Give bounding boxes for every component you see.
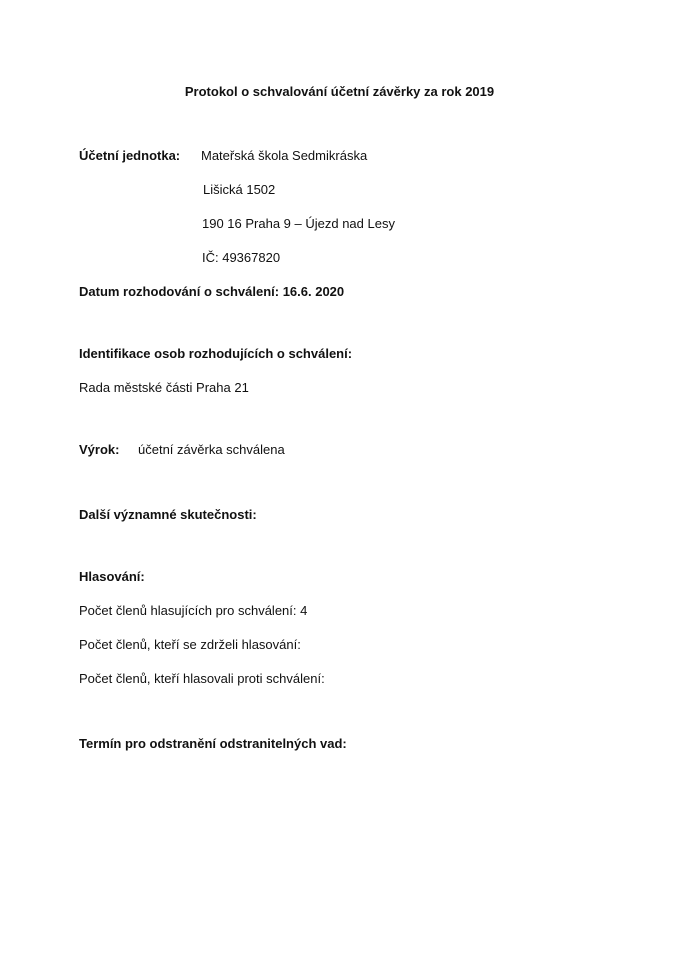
entity-ico: IČ: 49367820	[202, 250, 281, 265]
decision-date: Datum rozhodování o schválení: 16.6. 2020	[79, 284, 345, 299]
other-facts-heading: Další významné skutečnosti:	[79, 507, 257, 522]
deciders-heading: Identifikace osob rozhodujících o schválení:	[79, 346, 353, 361]
document-title: Protokol o schvalování účetní závěrky za rok 2019	[184, 84, 495, 99]
voting-heading: Hlasování:	[79, 569, 145, 584]
voting-against: Počet členů, kteří hlasovali proti schválení:	[79, 671, 325, 686]
verdict-value: účetní závěrka schválena	[138, 442, 285, 457]
voting-for: Počet členů hlasujících pro schválení: 4	[79, 603, 308, 618]
deadline-heading: Termín pro odstranění odstranitelných vad:	[79, 736, 347, 751]
verdict-label: Výrok:	[79, 442, 120, 457]
entity-street: Lišická 1502	[203, 182, 276, 197]
entity-city: 190 16 Praha 9 – Újezd nad Lesy	[202, 216, 395, 231]
deciders-value: Rada městské části Praha 21	[79, 380, 249, 395]
voting-abstained: Počet členů, kteří se zdrželi hlasování:	[79, 637, 301, 652]
entity-label: Účetní jednotka:	[79, 148, 181, 163]
entity-name: Mateřská škola Sedmikráska	[201, 148, 368, 163]
